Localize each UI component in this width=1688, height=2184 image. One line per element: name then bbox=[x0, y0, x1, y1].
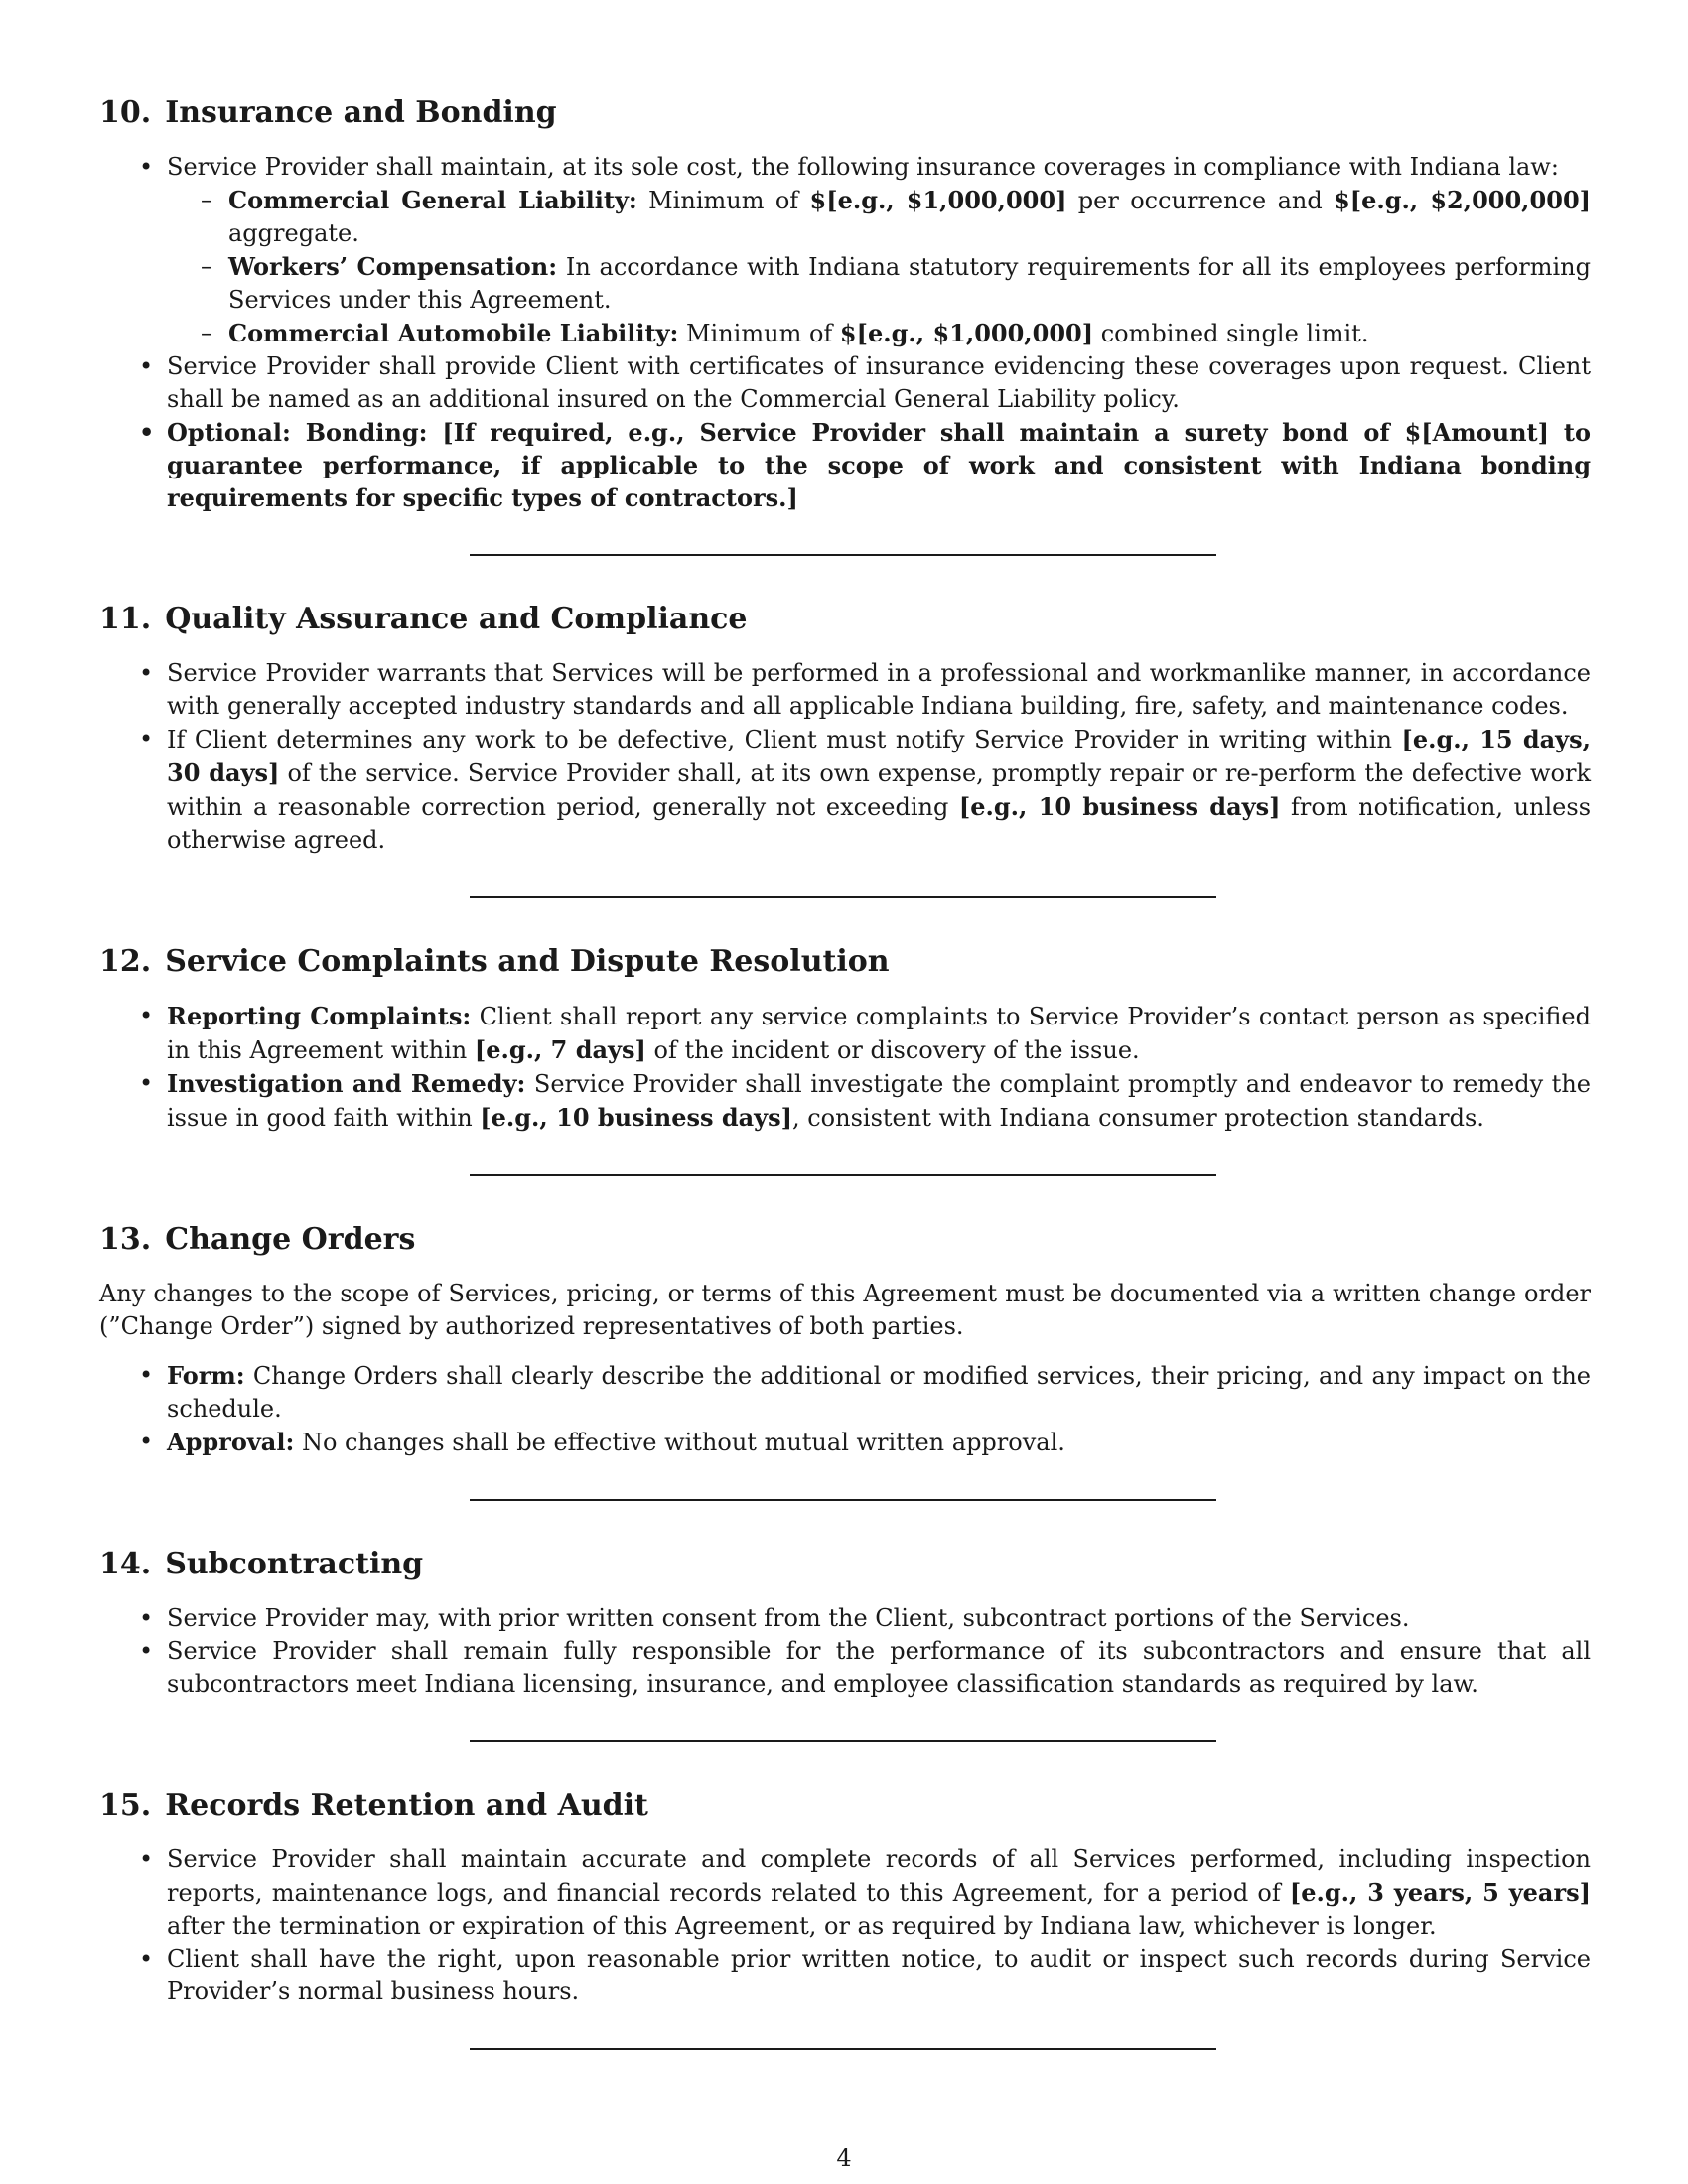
item-text: Service Provider shall maintain, at its sole cost, the following insurance coverages in compliance with Indiana law: bbox=[167, 153, 1559, 181]
placeholder-value: [e.g., 10 business days] bbox=[958, 792, 1281, 821]
item-text: Minimum of bbox=[678, 320, 840, 347]
item-text: after the termination or expiration of this Agreement, or as required by Indiana law, whichever is longer. bbox=[167, 1912, 1437, 1940]
document-page bbox=[99, 95, 1591, 2050]
section-number: 15. bbox=[99, 1788, 152, 1823]
section-divider bbox=[470, 1174, 1216, 1176]
item-text: Client shall have the right, upon reasonable prior written notice, to audit or inspect such records during Service Provider’s normal business hours. bbox=[167, 1945, 1591, 2005]
sub-item-workers-comp bbox=[167, 250, 1591, 317]
section-intro: Any changes to the scope of Services, pricing, or terms of this Agreement must be documented via a written change order (”Change Order”) signed by authorized representatives of both parties. bbox=[99, 1280, 1591, 1340]
list-item-optional-bonding bbox=[99, 416, 1591, 514]
list-item bbox=[99, 723, 1591, 857]
section-divider bbox=[470, 1740, 1216, 1742]
item-label: Form: bbox=[167, 1361, 245, 1390]
item-text: If Client determines any work to be defective, Client must notify Service Provider in writing within bbox=[167, 726, 1402, 753]
list-item-form bbox=[99, 1359, 1591, 1426]
item-label: Approval: bbox=[167, 1428, 295, 1456]
placeholder-value: [e.g., 10 business days] bbox=[480, 1103, 792, 1132]
section-heading bbox=[99, 1788, 1591, 1824]
item-text: Optional: Bonding: [If required, e.g., Service Provider shall maintain a surety bond of $[Amount] to guarantee performance, if applicable to the scope of work and consistent with Indiana bonding requirements for specific types of contractors.] bbox=[167, 418, 1591, 512]
list-item bbox=[99, 1635, 1591, 1701]
list-item-reporting bbox=[99, 1000, 1591, 1067]
sub-list bbox=[167, 184, 1591, 350]
item-label: Reporting Complaints: bbox=[167, 1002, 472, 1030]
bullet-list bbox=[99, 1000, 1591, 1135]
list-item bbox=[99, 1943, 1591, 2008]
sub-item-general-liability bbox=[167, 184, 1591, 250]
item-text: of the service. Service Provider shall, at its own expense, promptly repair or re-perform the defective work within a reasonable correction period, generally not exceeding bbox=[167, 759, 1591, 821]
item-label: Commercial General Liability: bbox=[228, 186, 637, 214]
section-number: 12. bbox=[99, 944, 152, 979]
section-number: 13. bbox=[99, 1222, 152, 1257]
section-title: Quality Assurance and Compliance bbox=[165, 602, 748, 636]
item-text: Minimum of bbox=[636, 187, 810, 214]
list-item-investigation bbox=[99, 1067, 1591, 1135]
section-title: Change Orders bbox=[165, 1222, 416, 1257]
item-text: per occurrence and bbox=[1066, 187, 1335, 214]
item-text: from notification, unless otherwise agreed. bbox=[167, 793, 1592, 854]
bullet-list bbox=[99, 1359, 1591, 1459]
item-text: of the incident or discovery of the issue. bbox=[645, 1036, 1140, 1064]
section-change-orders bbox=[99, 1222, 1591, 1501]
list-item bbox=[99, 657, 1591, 723]
item-text: Service Provider may, with prior written consent from the Client, subcontract portions of the Services. bbox=[167, 1604, 1410, 1632]
section-subcontracting bbox=[99, 1547, 1591, 1742]
section-complaints-dispute bbox=[99, 944, 1591, 1176]
section-heading bbox=[99, 1547, 1591, 1582]
item-label: Workers’ Compensation: bbox=[228, 252, 558, 281]
item-text: Service Provider shall remain fully responsible for the performance of its subcontractors and ensure that all subcontractors meet Indiana licensing, insurance, and employee classification standards as required by law. bbox=[167, 1637, 1591, 1698]
list-item-approval bbox=[99, 1426, 1591, 1459]
item-text: In accordance with Indiana statutory requirements for all its employees performing Services under this Agreement. bbox=[228, 253, 1592, 314]
item-text: Change Orders shall clearly describe the additional or modified services, their pricing, and any impact on the schedule. bbox=[167, 1362, 1591, 1423]
item-label: Investigation and Remedy: bbox=[167, 1069, 526, 1098]
section-records-retention bbox=[99, 1788, 1591, 2050]
section-divider bbox=[470, 1499, 1216, 1501]
placeholder-value: $[e.g., $1,000,000] bbox=[809, 186, 1067, 214]
item-text: Service Provider shall investigate the complaint promptly and endeavor to remedy the issue in good faith within bbox=[167, 1070, 1591, 1132]
list-item bbox=[99, 1602, 1591, 1635]
section-divider bbox=[470, 2048, 1216, 2050]
list-item bbox=[99, 350, 1591, 416]
placeholder-value: $[e.g., $2,000,000] bbox=[1334, 186, 1591, 214]
item-text: aggregate. bbox=[228, 219, 359, 247]
bullet-list bbox=[99, 1602, 1591, 1701]
list-item bbox=[99, 1843, 1591, 1943]
section-number: 14. bbox=[99, 1547, 152, 1581]
section-title: Subcontracting bbox=[165, 1547, 424, 1581]
section-heading bbox=[99, 944, 1591, 980]
item-text: Service Provider shall provide Client with certificates of insurance evidencing these coverages upon request. Client shall be named as an additional insured on the Commercial General Liability policy. bbox=[167, 352, 1591, 413]
item-text: Client shall report any service complaints to Service Provider’s contact person as specified in this Agreement within bbox=[167, 1003, 1591, 1064]
section-heading bbox=[99, 602, 1591, 637]
section-title: Service Complaints and Dispute Resolution bbox=[165, 944, 890, 979]
page-number: 4 bbox=[836, 2144, 852, 2172]
placeholder-value: [e.g., 15 days, 30 days] bbox=[167, 725, 1591, 787]
section-title: Records Retention and Audit bbox=[165, 1788, 648, 1823]
item-text: Service Provider warrants that Services will be performed in a professional and workmanlike manner, in accordance with generally accepted industry standards and all applicable Indiana building, fire, safety, and maintenance codes. bbox=[167, 659, 1591, 720]
section-heading bbox=[99, 95, 1591, 131]
item-text: No changes shall be effective without mutual written approval. bbox=[294, 1429, 1065, 1456]
section-number: 11. bbox=[99, 602, 152, 636]
placeholder-value: [e.g., 7 days] bbox=[474, 1035, 646, 1064]
placeholder-value: [e.g., 3 years, 5 years] bbox=[1289, 1878, 1591, 1907]
sub-item-auto-liability bbox=[167, 317, 1591, 350]
list-item bbox=[99, 151, 1591, 350]
section-insurance-bonding bbox=[99, 95, 1591, 556]
bullet-list bbox=[99, 1843, 1591, 2008]
bullet-list bbox=[99, 657, 1591, 857]
item-label: Commercial Automobile Liability: bbox=[228, 319, 679, 347]
item-text: combined single limit. bbox=[1093, 320, 1369, 347]
section-number: 10. bbox=[99, 95, 152, 130]
section-heading bbox=[99, 1222, 1591, 1258]
section-divider bbox=[470, 896, 1216, 898]
item-text: , consistent with Indiana consumer protection standards. bbox=[791, 1104, 1484, 1132]
section-divider bbox=[470, 554, 1216, 556]
bullet-list bbox=[99, 151, 1591, 514]
section-quality-assurance bbox=[99, 602, 1591, 898]
placeholder-value: $[e.g., $1,000,000] bbox=[839, 319, 1094, 347]
item-text: Service Provider shall maintain accurate and complete records of all Services performed, including inspection reports, maintenance logs, and financial records related to this Agreement, for a period of bbox=[167, 1845, 1591, 1907]
section-title: Insurance and Bonding bbox=[165, 95, 557, 130]
